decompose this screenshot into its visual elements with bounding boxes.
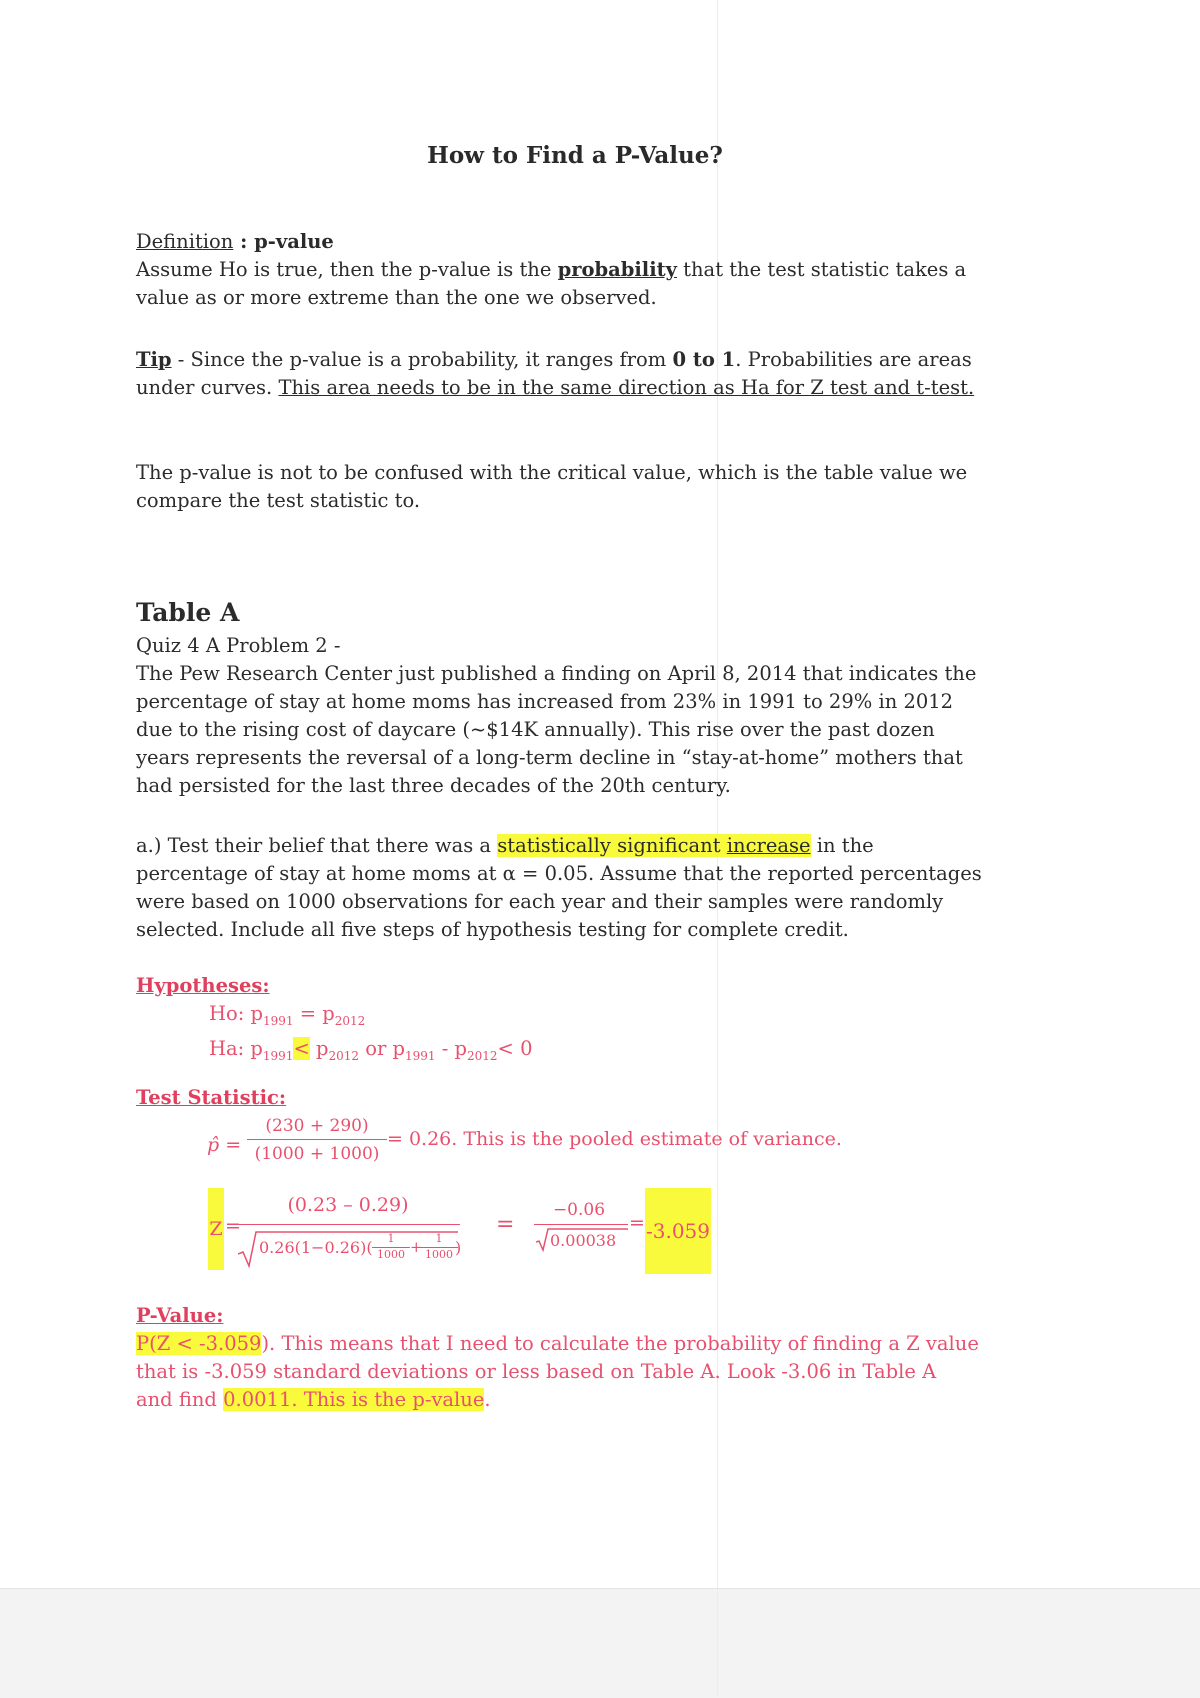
problem-line-4: years represents the reversal of a long-term decline in “stay-at-home” mothers that [136, 746, 963, 769]
p-value-line-2: that is -3.059 standard deviations or less based on Table A. Look -3.06 in Table A [136, 1360, 937, 1383]
ha-minus: - p [435, 1036, 467, 1060]
test-statistic-block [136, 1084, 1016, 1112]
problem-line-1: The Pew Research Center just published a finding on April 8, 2014 that indicates the [136, 662, 977, 685]
z-equals: = [225, 1215, 241, 1237]
question-a-block [136, 832, 1016, 944]
note-line-2: compare the test statistic to. [136, 489, 421, 512]
phat-result: = 0.26. This is the pooled estimate of variance. [387, 1128, 842, 1150]
ha-prefix: Ha: p [209, 1036, 263, 1060]
ha-or: or p [359, 1036, 405, 1060]
tip-text-3: . Probabilities are areas [735, 348, 972, 371]
definition-colon: : [233, 230, 255, 253]
ha-less-than-highlight: < [293, 1036, 310, 1060]
scan-background-strip [0, 1588, 1200, 1698]
p-value-text-1: ). This means that I need to calculate the probability of finding a Z value [261, 1332, 979, 1355]
z-denominator-text: 0.26(1−0.26)( [259, 1238, 373, 1257]
ha-sub-2012: 2012 [328, 1048, 360, 1063]
tip-text-4: under curves. [136, 376, 279, 399]
ho-sub-1991: 1991 [263, 1013, 294, 1028]
phat-numerator: (230 + 290) [265, 1116, 369, 1136]
z-fraction-bar [238, 1224, 460, 1225]
ho-sub-2012: 2012 [334, 1013, 366, 1028]
q-text-a: a.) Test their belief that there was a [136, 834, 498, 857]
z-close-paren: ) [455, 1238, 462, 1257]
definition-label: Definition [136, 230, 234, 253]
hypotheses-heading: Hypotheses: [136, 974, 270, 997]
z-equals-3: = [629, 1212, 645, 1234]
tip-label: Tip [136, 348, 172, 371]
problem-line-2: percentage of stay at home moms has increased from 23% in 1991 to 29% in 2012 [136, 690, 954, 713]
problem-line-5: had persisted for the last three decades of the 20th century. [136, 774, 731, 797]
tip-direction-note: This area needs to be in the same direction as Ha for Z test and t-test. [278, 376, 975, 399]
def-text-a: Assume Ho is true, then the p-value is the [136, 258, 558, 281]
ho-eq: = p [293, 1002, 335, 1025]
tip-text-1: - Since the p-value is a probability, it ranges from [171, 348, 673, 371]
ha-end: < 0 [497, 1036, 533, 1060]
ha-sub-1991: 1991 [262, 1048, 294, 1063]
z-equals-2: = [496, 1212, 515, 1237]
frac-2-denominator: 1000 [425, 1248, 453, 1261]
problem-subtitle: Quiz 4 A Problem 2 - [136, 634, 341, 657]
z-numerator: (0.23 – 0.29) [287, 1194, 409, 1216]
definition-block [136, 228, 1016, 312]
p-value-line-3 [136, 1386, 1016, 1414]
critical-value-note [136, 459, 1016, 515]
q-text-end: in the [810, 834, 874, 857]
z-label-highlight: Z [208, 1188, 224, 1270]
z-denominator-2: 0.00038 [550, 1231, 617, 1250]
phat-symbol: p̂ = [207, 1134, 242, 1156]
tip-block [136, 346, 1016, 402]
p-value-result-highlight: 0.0011. This is the p-value [223, 1388, 485, 1411]
test-statistic-heading: Test Statistic: [136, 1086, 287, 1109]
problem-block [136, 632, 1016, 800]
table-a-heading: Table A [136, 598, 240, 627]
q-highlight-increase: increase [726, 834, 811, 857]
ha-p: p [309, 1036, 329, 1060]
question-line-1 [136, 832, 1016, 860]
tip-range: 0 to 1 [672, 348, 736, 371]
phat-fraction-bar [247, 1139, 387, 1140]
def-text-c: that the test statistic takes a [676, 258, 967, 281]
p-value-block [136, 1302, 1016, 1414]
question-line-3: were based on 1000 observations for each year and their samples were randomly [136, 890, 944, 913]
hypotheses-block [136, 972, 1016, 1070]
tip-line-1 [136, 346, 1016, 374]
note-line-1: The p-value is not to be confused with the critical value, which is the table value we [136, 461, 968, 484]
alternative-hypothesis [136, 1035, 1016, 1070]
problem-line-3: due to the rising cost of daycare (~$14K annually). This rise over the past dozen [136, 718, 935, 741]
frac-2-numerator: 1 [435, 1232, 443, 1245]
p-value-heading: P-Value: [136, 1304, 224, 1327]
z-value-highlight: -3.059 [645, 1188, 711, 1274]
page-title: How to Find a P-Value? [427, 142, 723, 169]
z-fraction-bar-2 [534, 1224, 628, 1225]
p-value-z-highlight: P(Z < -3.059 [136, 1332, 262, 1355]
definition-heading [136, 228, 1016, 256]
ha-sub-1991-b: 1991 [404, 1048, 436, 1063]
def-probability: probability [557, 258, 677, 281]
q-highlight-significant: statistically significant [497, 834, 727, 857]
phat-denominator: (1000 + 1000) [254, 1144, 380, 1164]
definition-line-2: value as or more extreme than the one we observed. [136, 286, 657, 309]
p-value-line-1 [136, 1330, 1016, 1358]
ho-prefix: Ho: p [209, 1002, 263, 1025]
p-value-text-3a: and find [136, 1388, 224, 1411]
z-numerator-2: −0.06 [552, 1200, 606, 1220]
definition-term: p-value [254, 230, 334, 253]
definition-line-1 [136, 256, 1016, 284]
p-value-text-end: . [484, 1388, 491, 1411]
frac-1-denominator: 1000 [377, 1248, 405, 1261]
tip-line-2 [136, 374, 1016, 402]
frac-plus: + [410, 1238, 423, 1256]
question-line-2: percentage of stay at home moms at α = 0.05. Assume that the reported percentages [136, 862, 982, 885]
null-hypothesis [136, 1000, 1016, 1035]
ha-sub-2012-b: 2012 [466, 1048, 498, 1063]
frac-1-numerator: 1 [387, 1232, 395, 1245]
question-line-4: selected. Include all five steps of hypothesis testing for complete credit. [136, 918, 849, 941]
